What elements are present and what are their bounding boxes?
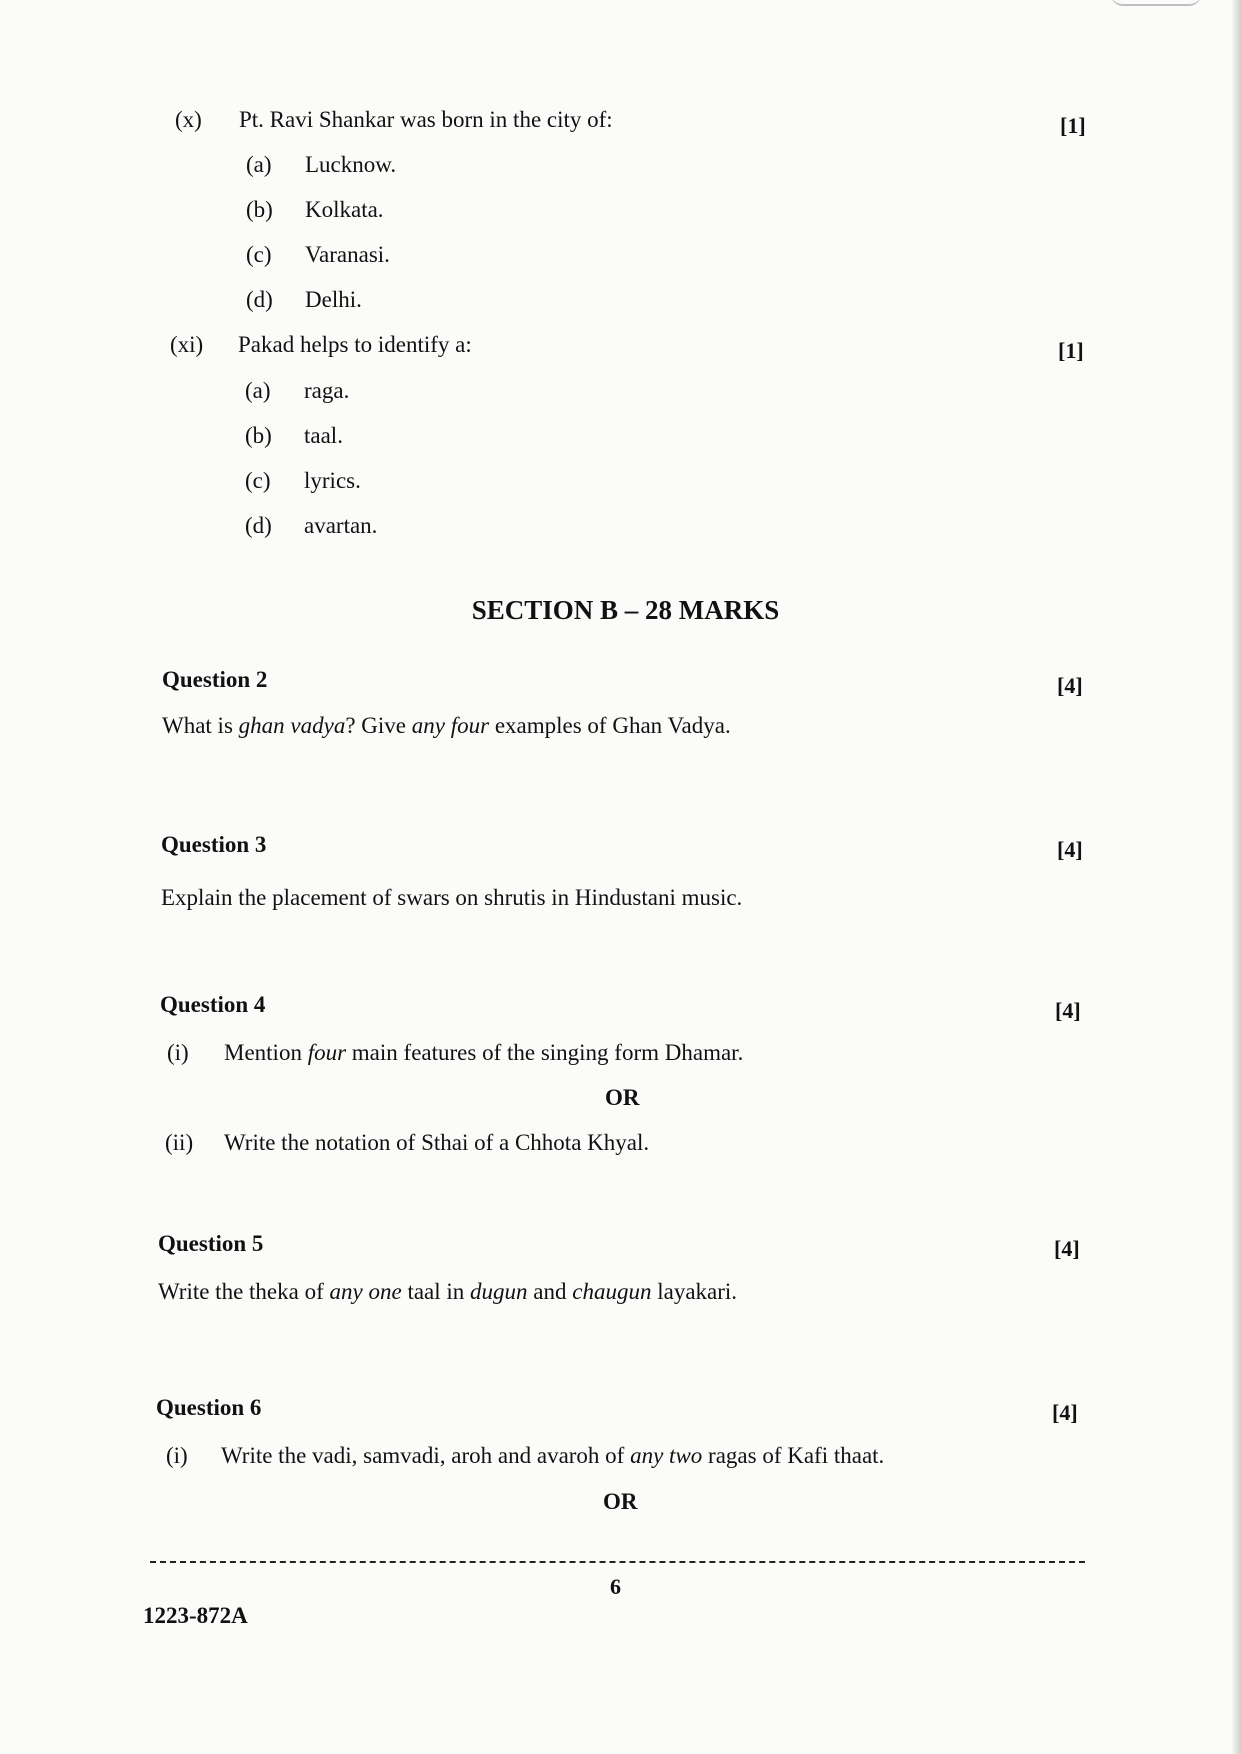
q2-text (162, 712, 731, 740)
q4-i-text-emphasis: four (307, 1040, 347, 1065)
q1-xi-option-a-text: raga. (304, 378, 350, 403)
q5-text-part: and (527, 1279, 573, 1304)
q6-i-text-part: ragas of Kafi thaat. (702, 1443, 885, 1468)
q2-text-part: What is (162, 713, 239, 738)
scan-corner-mark (1111, 0, 1201, 6)
q4-ii-text: Write the notation of Sthai of a Chhota Khyal. (224, 1130, 650, 1155)
q4-i-text-part: main features of the singing form Dhamar. (346, 1040, 744, 1065)
q1-x-option-b-text: Kolkata. (305, 197, 384, 222)
q6-heading: Question 6 (156, 1395, 262, 1420)
q1-xi-option-d-text: avartan. (304, 513, 378, 538)
q6-marks: [4] (1052, 1400, 1078, 1425)
footer-divider (150, 1561, 1085, 1563)
q2-text-emphasis: ghan vadya (238, 713, 346, 738)
q5-marks: [4] (1054, 1236, 1080, 1261)
q2-text-emphasis: any four (411, 713, 490, 738)
q6-i-text-emphasis: any two (630, 1443, 703, 1468)
q4-i-number: (i) (167, 1040, 189, 1065)
q6-i-text-part: Write the vadi, samvadi, aroh and avaroh of (221, 1443, 631, 1468)
q3-text: Explain the placement of swars on shrutis in Hindustani music. (161, 885, 743, 910)
q5-text-part: taal in (401, 1279, 471, 1304)
q6-i-number: (i) (166, 1443, 188, 1468)
q2-heading: Question 2 (162, 667, 268, 692)
q2-text-part: ? Give (345, 713, 412, 738)
q5-text-emphasis: dugun (470, 1279, 528, 1304)
q1-x-option-a-label: (a) (246, 152, 272, 177)
q1-x-option-c-text: Varanasi. (305, 242, 390, 267)
q4-i-text (224, 1039, 743, 1067)
section-b-title: SECTION B – 28 MARKS (471, 595, 780, 625)
q1-xi-marks: [1] (1058, 338, 1084, 363)
q1-x-marks: [1] (1060, 113, 1086, 138)
q6-i-text (221, 1442, 884, 1470)
q1-x-number: (x) (175, 107, 202, 132)
q5-text-emphasis: any one (329, 1279, 402, 1304)
q1-x-option-c-label: (c) (246, 242, 272, 267)
q1-x-option-d-label: (d) (246, 287, 273, 312)
page-number: 6 (610, 1574, 621, 1599)
q1-xi-option-c-text: lyrics. (304, 468, 361, 493)
q1-xi-option-d-label: (d) (245, 513, 272, 538)
q1-x-text: Pt. Ravi Shankar was born in the city of: (239, 107, 613, 132)
q5-text-emphasis: chaugun (572, 1279, 652, 1304)
q6-or: OR (603, 1489, 638, 1514)
q1-xi-number: (xi) (170, 332, 204, 357)
q4-heading: Question 4 (160, 992, 266, 1017)
q3-marks: [4] (1057, 837, 1083, 862)
q4-ii-number: (ii) (165, 1130, 194, 1155)
q5-text-part: Write the theka of (158, 1279, 330, 1304)
q2-text-part: examples of Ghan Vadya. (489, 713, 731, 738)
q1-x-option-b-label: (b) (246, 197, 273, 222)
q1-xi-option-a-label: (a) (245, 378, 271, 403)
q5-text-part: layakari. (651, 1279, 738, 1304)
q1-xi-text: Pakad helps to identify a: (238, 332, 472, 357)
q5-text (158, 1278, 737, 1306)
q4-or: OR (605, 1085, 640, 1110)
q4-marks: [4] (1055, 998, 1081, 1023)
q1-x-option-d-text: Delhi. (305, 287, 362, 312)
q3-heading: Question 3 (161, 832, 267, 857)
q4-i-text-part: Mention (224, 1040, 308, 1065)
paper-code: 1223-872A (143, 1603, 248, 1628)
q5-heading: Question 5 (158, 1231, 264, 1256)
q1-xi-option-b-label: (b) (245, 423, 272, 448)
q1-xi-option-b-text: taal. (304, 423, 343, 448)
q1-x-option-a-text: Lucknow. (305, 152, 397, 177)
q1-xi-option-c-label: (c) (245, 468, 271, 493)
scan-edge-shadow (1231, 0, 1241, 1754)
q2-marks: [4] (1057, 673, 1083, 698)
